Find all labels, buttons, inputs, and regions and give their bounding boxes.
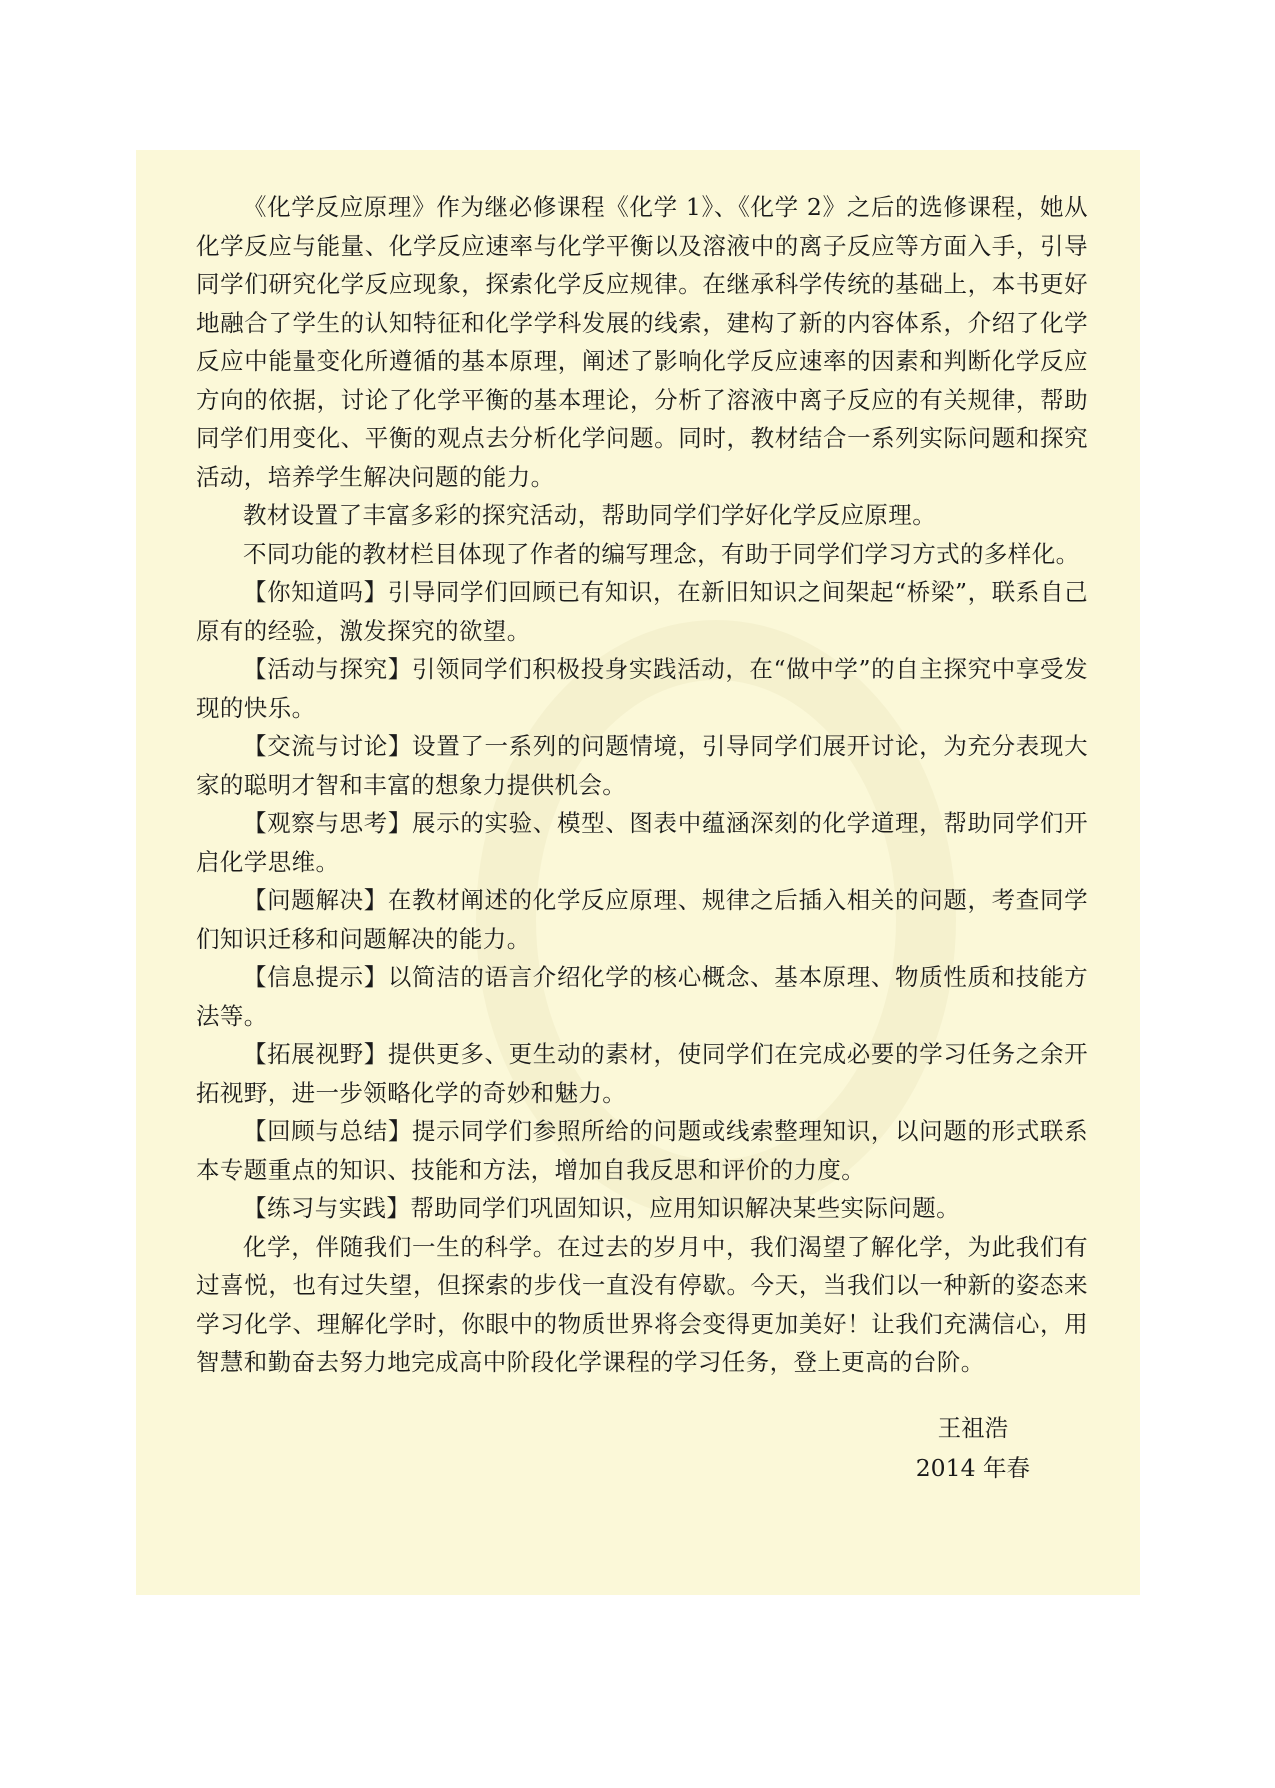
column-tag: 【观察与思考】 <box>243 809 413 837</box>
closing-paragraph: 化学，伴随我们一生的科学。在过去的岁月中，我们渴望了解化学，为此我们有过喜悦，也有过失望，但探索的步伐一直没有停歇。今天，当我们以一种新的姿态来学习化学、理解化学时，你眼中的物质世界将会变得更加美好！让我们充满信心，用智慧和勤奋去努力地完成高中阶段化学课程的学习任务，登上更高的台阶。 <box>196 1232 1088 1376</box>
column-entry-observation <box>196 804 1088 881</box>
column-entry-info <box>196 958 1088 1035</box>
column-description: 提示同学们参照所给的问题或线索整理知识，以问题的形式联系本专题重点的知识、技能和方法，增加自我反思和评价的力度。 <box>196 1117 1088 1184</box>
column-description: 设置了一系列的问题情境，引导同学们展开讨论，为充分表现大家的聪明才智和丰富的想象力提供机会。 <box>196 732 1088 799</box>
preface-panel <box>136 150 1140 1595</box>
column-tag: 【你知道吗】 <box>243 578 388 606</box>
columns-intro-paragraph: 不同功能的教材栏目体现了作者的编写理念，有助于同学们学习方式的多样化。 <box>243 539 1080 568</box>
column-description: 提供更多、更生动的素材，使同学们在完成必要的学习任务之余开拓视野，进一步领略化学的奇妙和魅力。 <box>196 1040 1088 1107</box>
date-line: 2014 年春 <box>915 1454 1030 1482</box>
preface-body <box>196 188 1088 1382</box>
column-description: 引导同学们回顾已有知识，在新旧知识之间架起“桥梁”，联系自己原有的经验，激发探究的欲望。 <box>196 578 1088 645</box>
column-entry-review <box>196 1112 1088 1189</box>
column-description: 引领同学们积极投身实践活动，在“做中学”的自主探究中享受发现的快乐。 <box>196 655 1088 722</box>
activities-paragraph: 教材设置了丰富多彩的探究活动，帮助同学们学好化学反应原理。 <box>243 501 937 529</box>
column-entry-extend <box>196 1035 1088 1112</box>
intro-paragraph: 《化学反应原理》作为继必修课程《化学 1》、《化学 2》之后的选修课程，她从化学反应与能量、化学反应速率与化学平衡以及溶液中的离子反应等方面入手，引导同学们研究化学反应现象，探索化学反应规律。在继承科学传统的基础上，本书更好地融合了学生的认知特征和化学学科发展的线索，建构了新的内容体系，介绍了化学反应中能量变化所遵循的基本原理，阐述了影响化学反应速率的因素和判断化学反应方向的依据，讨论了化学平衡的基本理论，分析了溶液中离子反应的有关规律，帮助同学们用变化、平衡的观点去分析化学问题。同时，教材结合一系列实际问题和探究活动，培养学生解决问题的能力。 <box>196 193 1088 491</box>
column-tag: 【交流与讨论】 <box>243 732 413 760</box>
column-entry-discussion <box>196 727 1088 804</box>
column-entry-practice <box>196 1189 1088 1228</box>
column-entry-problem <box>196 881 1088 958</box>
column-entry-know <box>196 573 1088 650</box>
column-tag: 【活动与探究】 <box>243 655 412 683</box>
column-tag: 【拓展视野】 <box>243 1040 388 1068</box>
column-description: 在教材阐述的化学反应原理、规律之后插入相关的问题，考查同学们知识迁移和问题解决的能力。 <box>196 886 1088 953</box>
column-tag: 【问题解决】 <box>243 886 388 914</box>
column-tag: 【练习与实践】 <box>243 1194 411 1222</box>
author-name: 王祖浩 <box>937 1414 1009 1442</box>
column-description: 以简洁的语言介绍化学的核心概念、基本原理、物质性质和技能方法等。 <box>196 963 1088 1030</box>
signature-block <box>916 1408 1030 1488</box>
column-description: 展示的实验、模型、图表中蕴涵深刻的化学道理，帮助同学们开启化学思维。 <box>196 809 1088 876</box>
column-tag: 【信息提示】 <box>243 963 388 991</box>
column-description: 帮助同学们巩固知识，应用知识解决某些实际问题。 <box>410 1194 961 1222</box>
column-entry-activity <box>196 650 1088 727</box>
column-tag: 【回顾与总结】 <box>243 1117 413 1145</box>
